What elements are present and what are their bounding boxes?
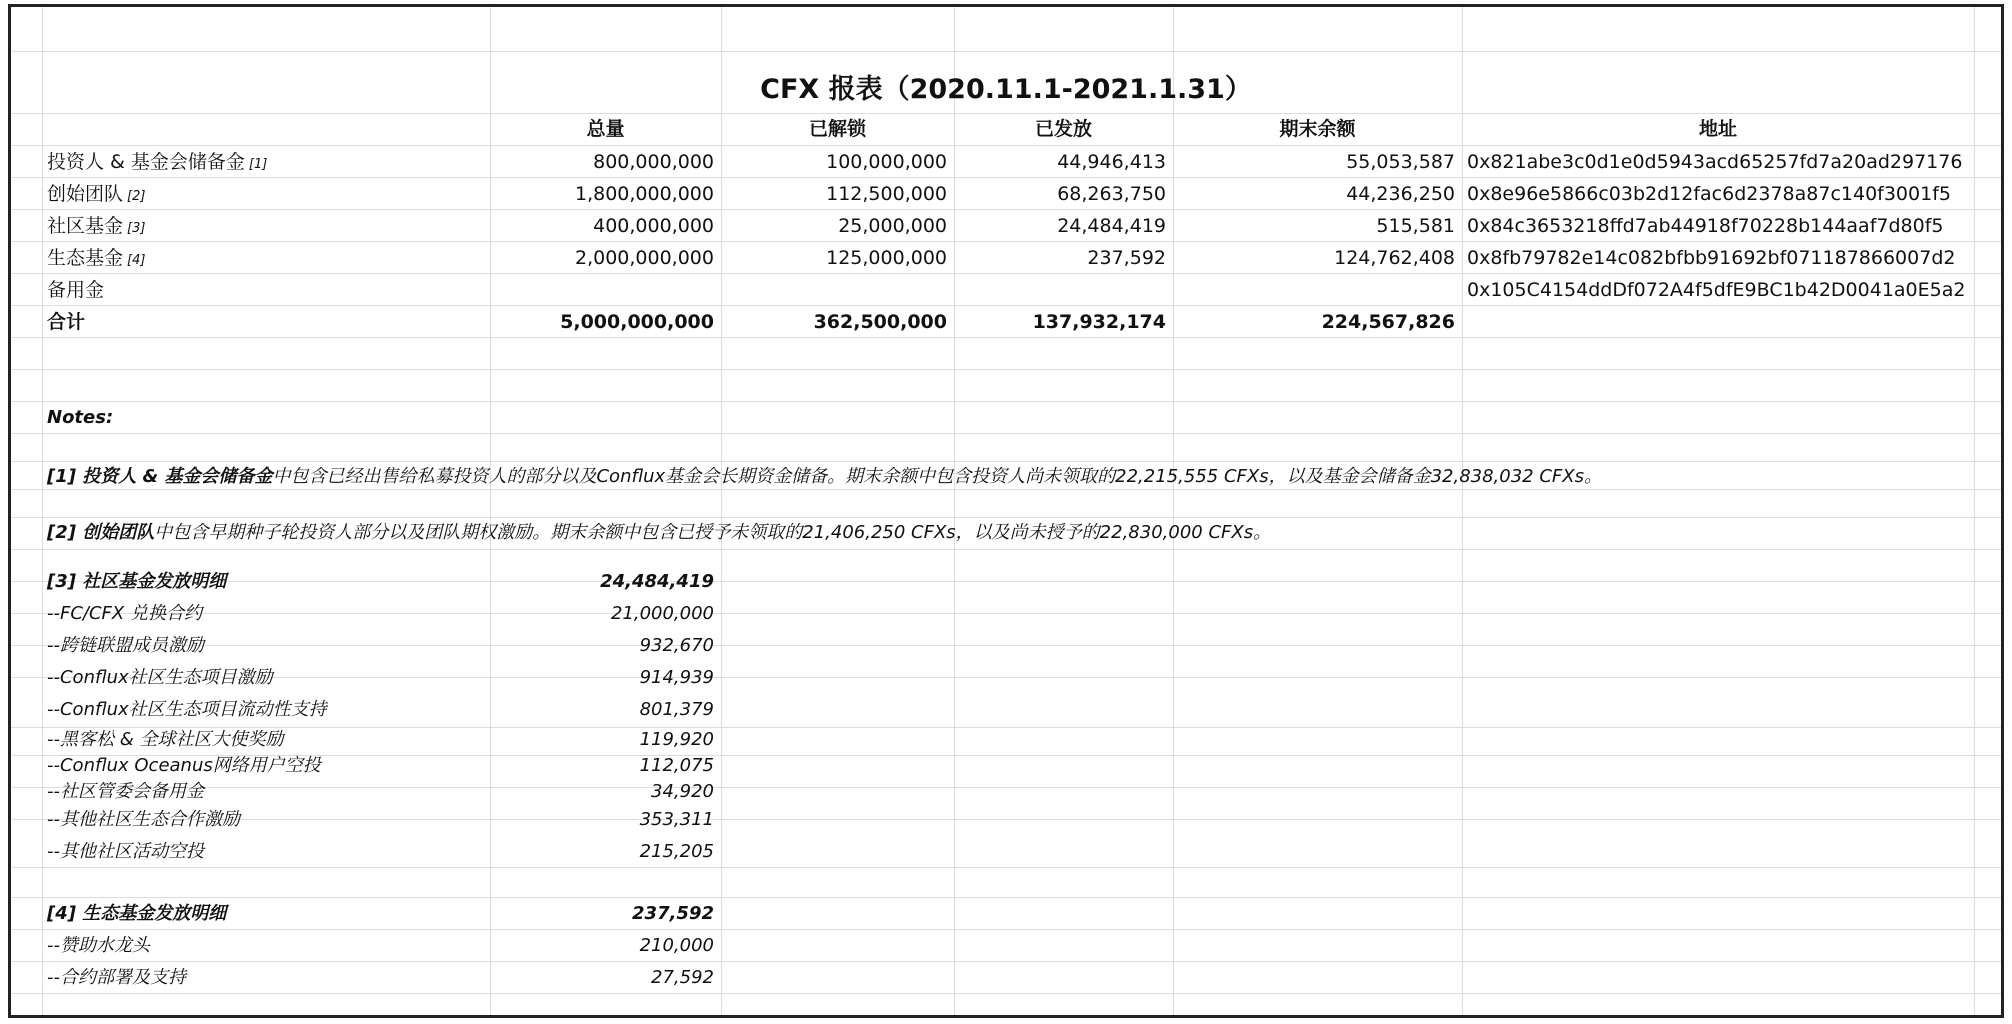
table-cell-issued: 44,946,413 [1057,151,1166,173]
grid-line [11,241,2001,242]
table-cell-issued: 24,484,419 [1057,215,1166,237]
table-cell-total: 800,000,000 [593,151,714,173]
ecosystem-detail-title: [4] 生态基金发放明细 [47,903,227,924]
table-cell-address[interactable]: 0x84c3653218ffd7ab44918f70228b144aaf7d80f5 [1467,215,1944,237]
table-row-name: 生态基金 [4] [47,247,146,269]
grid-line [11,645,2001,646]
list-item-value: 210,000 [639,935,714,956]
list-item-label: --Conflux Oceanus网络用户空投 [47,755,321,776]
list-item-value: 34,920 [651,781,714,802]
report-title: CFX 报表（2020.11.1-2021.1.31） [760,74,1252,105]
table-cell-unlocked: 25,000,000 [838,215,947,237]
grid-line [11,819,2001,820]
table-cell-balance: 515,581 [1376,215,1455,237]
list-item-value: 914,939 [639,667,714,688]
header-total: 总量 [586,118,625,140]
table-row-name: 备用金 [47,279,105,301]
list-item-label: --黑客松 & 全球社区大使奖励 [47,729,284,750]
grid-line [11,113,2001,114]
header-address: 地址 [1698,118,1737,140]
grid-line [11,677,2001,678]
table-row-name: 创始团队 [2] [47,183,146,205]
table-cell-address[interactable]: 0x8fb79782e14c082bfbb91692bf071187866007d2 [1467,247,1956,269]
list-item-label: --跨链联盟成员激励 [47,635,204,656]
grid-line [11,51,2001,52]
header-unlocked: 已解锁 [808,118,866,140]
header-issued: 已发放 [1034,118,1092,140]
table-cell-issued: 237,592 [1087,247,1166,269]
grid-line [1462,7,1463,1015]
note-2: [2] 创始团队中包含早期种子轮投资人部分以及团队期权激励。期末余额中包含已授予未领取的21,406,250 CFXs，以及尚未授予的22,830,000 CFXs。 [47,522,1272,543]
notes-label: Notes: [47,407,114,428]
grid-line [11,929,2001,930]
table-cell-address[interactable]: 0x8e96e5866c03b2d12fac6d2378a87c140f3001f5 [1467,183,1951,205]
grid-line [42,7,43,1015]
list-item-value: 119,920 [639,729,714,750]
grid-line [11,145,2001,146]
grid-line [11,897,2001,898]
list-item-value: 27,592 [651,967,714,988]
grid-line [1974,7,1975,1015]
table-cell-balance: 44,236,250 [1346,183,1455,205]
table-row-name: 投资人 & 基金会储备金 [1] [47,151,268,173]
table-cell-address[interactable]: 0x821abe3c0d1e0d5943acd65257fd7a20ad297176 [1467,151,1963,173]
total-cell-issued: 137,932,174 [1032,311,1166,333]
note-1: [1] 投资人 & 基金会储备金中包含已经出售给私募投资人的部分以及Conflux基金会长期资金储备。期末余额中包含投资人尚未领取的22,215,555 CFXs，以及基金会储备金32,838,032 CFXs。 [47,466,1602,487]
grid-line [11,613,2001,614]
grid-line [11,581,2001,582]
table-cell-total: 400,000,000 [593,215,714,237]
grid-line [11,993,2001,994]
list-item-value: 112,075 [639,755,714,776]
list-item-value: 21,000,000 [610,603,714,624]
grid-line [11,961,2001,962]
total-row-label: 合计 [47,311,86,333]
spreadsheet [8,4,2004,1018]
grid-line [11,787,2001,788]
list-item-label: --FC/CFX 兑换合约 [47,603,202,624]
total-cell-total: 5,000,000,000 [560,311,714,333]
table-cell-balance: 55,053,587 [1346,151,1455,173]
grid-line [11,177,2001,178]
list-item-value: 801,379 [639,699,714,720]
community-detail-title: [3] 社区基金发放明细 [47,571,227,592]
list-item-value: 353,311 [639,809,714,830]
table-cell-balance: 124,762,408 [1334,247,1455,269]
grid-line [11,337,2001,338]
list-item-value: 215,205 [639,841,714,862]
table-cell-address[interactable]: 0x105C4154ddDf072A4f5dfE9BC1b42D0041a0E5a2 [1467,279,1966,301]
table-cell-unlocked: 100,000,000 [826,151,947,173]
grid-line [11,433,2001,434]
grid-line [11,549,2001,550]
grid-line [11,209,2001,210]
list-item-value: 932,670 [639,635,714,656]
header-balance: 期末余额 [1279,118,1356,140]
list-item-label: --社区管委会备用金 [47,781,204,802]
total-cell-balance: 224,567,826 [1321,311,1455,333]
grid-line [11,369,2001,370]
grid-line [11,867,2001,868]
list-item-label: --赞助水龙头 [47,935,150,956]
community-detail-total: 24,484,419 [600,571,714,592]
table-cell-total: 1,800,000,000 [574,183,714,205]
total-cell-unlocked: 362,500,000 [813,311,947,333]
table-cell-total: 2,000,000,000 [574,247,714,269]
table-row-name: 社区基金 [3] [47,215,146,237]
list-item-label: --合约部署及支持 [47,967,186,988]
list-item-label: --Conflux社区生态项目流动性支持 [47,699,327,720]
table-cell-unlocked: 125,000,000 [826,247,947,269]
grid-line [11,305,2001,306]
ecosystem-detail-total: 237,592 [632,903,714,924]
list-item-label: --其他社区生态合作激励 [47,809,240,830]
list-item-label: --其他社区活动空投 [47,841,204,862]
table-cell-unlocked: 112,500,000 [826,183,947,205]
grid-line [11,273,2001,274]
table-cell-issued: 68,263,750 [1057,183,1166,205]
list-item-label: --Conflux社区生态项目激励 [47,667,273,688]
grid-line [11,727,2001,728]
grid-line [11,401,2001,402]
grid-line [11,489,2001,490]
